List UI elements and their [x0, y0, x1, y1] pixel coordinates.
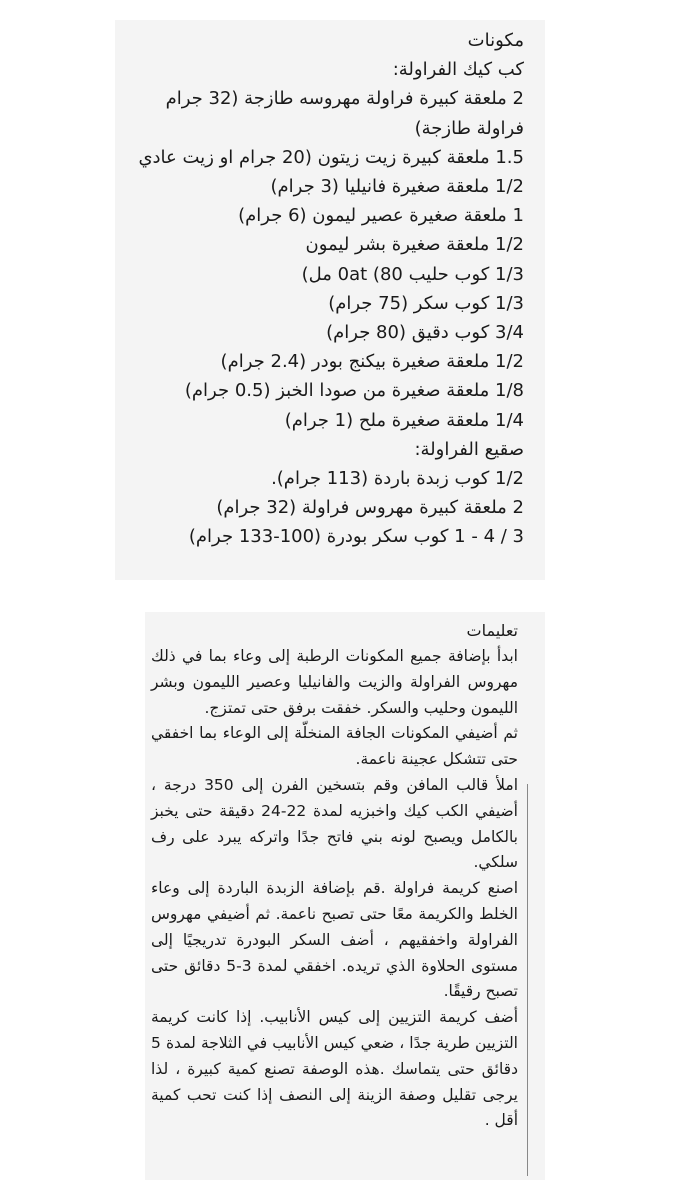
ingredient-line: 1.5 ملعقة كبيرة زيت زيتون (20 جرام او زيت عادي	[138, 146, 524, 168]
ingredient-line: 1/2 ملعقة صغيرة بيكنج بودر (2.4 جرام)	[220, 351, 524, 373]
instruction-paragraph: اصنع كريمة فراولة .قم بإضافة الزبدة الباردة إلى وعاء الخلط والكريمة معًا حتى تصبح ناعمة. ثم أضيفي مهروس الفراولة واخفقيهم ، أضف السكر البودرة تدريجيًا إلى مستوى الحلاوة الذي تريده. اخفقي لمدة 3-5 دقائق حتى تصبح رقيقًا.	[151, 879, 518, 1001]
frosting-ingredient-line: 3 / 4 - 1 كوب سكر بودرة (100-133 جرام)	[188, 526, 524, 548]
ingredients-note	[115, 20, 545, 580]
frosting-section-title: صقيع الفراولة:	[414, 438, 524, 460]
frosting-ingredient-line: 1/2 كوب زبدة باردة (113 جرام).	[271, 468, 524, 490]
scroll-indicator[interactable]	[527, 784, 528, 1176]
ingredient-line: 3/4 كوب دقيق (80 جرام)	[326, 322, 524, 344]
instruction-paragraph: أضف كريمة التزيين إلى كيس الأنابيب. إذا كانت كريمة التزيين طرية جدًا ، ضعي كيس الأنابيب في الثلاجة لمدة 5 دقائق حتى يتماسك .هذه الوصفة تصنع كمية كبيرة ، لذا يرجى تقليل وصفة الزينة إلى النصف إذا كنت تحب كمية أقل .	[151, 1008, 518, 1130]
ingredients-heading: مكونات	[467, 30, 524, 51]
ingredient-line: 1/2 ملعقة صغيرة فانيليا (3 جرام)	[270, 176, 524, 198]
frosting-ingredient-line: 2 ملعقة كبيرة مهروس فراولة (32 جرام)	[216, 497, 524, 519]
instruction-paragraph: ابدأ بإضافة جميع المكونات الرطبة إلى وعاء بما في ذلك مهروس الفراولة والزيت والفانيليا وعصير الليمون وبشر الليمون وحليب والسكر. خفقت برفق حتى تمتزج.	[151, 647, 518, 717]
ingredient-line: فراولة طازجة)	[414, 117, 524, 139]
ingredient-line: 1/8 ملعقة صغيرة من صودا الخبز (0.5 جرام)	[184, 380, 524, 402]
ingredient-line: 1 ملعقة صغيرة عصير ليمون (6 جرام)	[238, 205, 524, 227]
ingredient-line: 1/2 ملعقة صغيرة بشر ليمون	[305, 234, 524, 256]
instruction-paragraph: ثم أضيفي المكونات الجافة المنخلّة إلى الوعاء بما اخفقي حتى تتشكل عجينة ناعمة.	[151, 724, 518, 769]
instructions-note	[145, 612, 545, 1180]
cupcake-section-title: كب كيك الفراولة:	[392, 59, 524, 81]
ingredient-line: 1/4 ملعقة صغيرة ملح (1 جرام)	[284, 409, 524, 431]
instructions-heading: تعليمات	[466, 621, 518, 640]
ingredient-line: 1/3 كوب حليب 80) 0at مل)	[301, 263, 524, 285]
instruction-paragraph: املأ قالب المافن وقم بتسخين الفرن إلى 350 درجة ، أضيفي الكب كيك واخبزيه لمدة 22-24 دقيقة حتى يخبز بالكامل ويصبح لونه بني فاتح جدًا واتركه يبرد على رف سلكي.	[151, 775, 518, 872]
ingredient-line: 2 ملعقة كبيرة فراولة مهروسه طازجة (32 جرام	[165, 88, 524, 110]
ingredient-line: 1/3 كوب سكر (75 جرام)	[328, 292, 524, 314]
